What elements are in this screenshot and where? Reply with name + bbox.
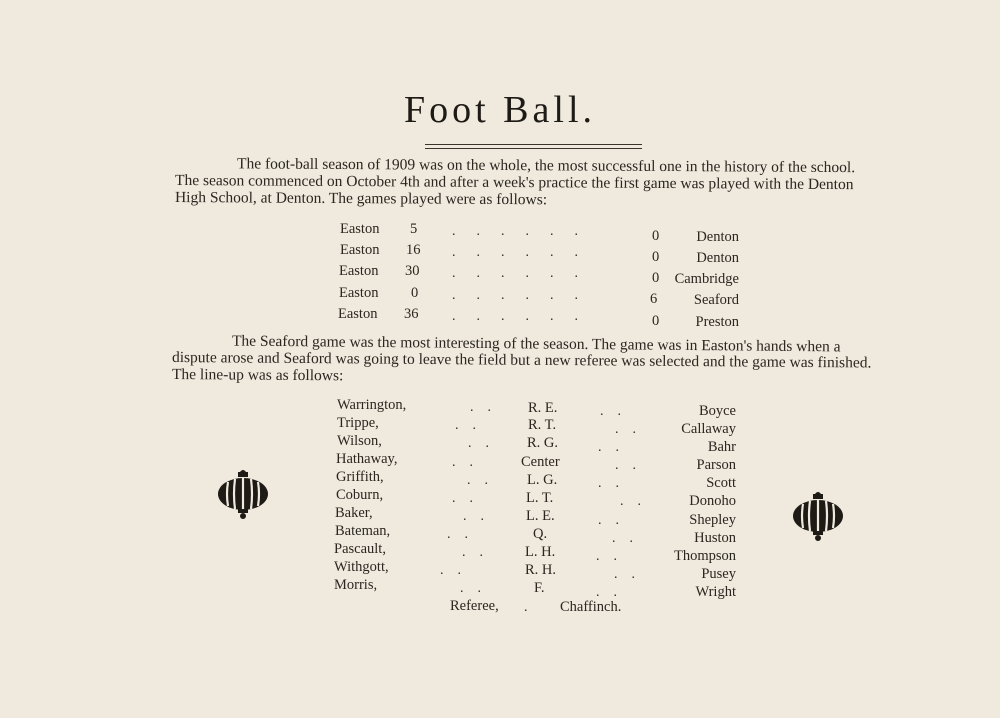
leader-dots: . . — [462, 545, 483, 560]
seaford-paragraph — [172, 332, 871, 383]
opponent-player: Bahr — [707, 439, 736, 455]
opponent-score: 0 — [652, 249, 660, 265]
player-name: Trippe, — [337, 415, 379, 431]
opponent-player: Parson — [696, 457, 736, 473]
opponent-name: Seaford — [693, 292, 739, 308]
player-name: Baker, — [335, 505, 373, 521]
opponent-player: Scott — [706, 475, 736, 491]
leader-dots: . . . . . . — [452, 224, 578, 239]
opponent-name: Cambridge — [674, 271, 739, 287]
player-name: Morris, — [334, 577, 378, 593]
team-name: Easton — [340, 242, 380, 258]
team-score: 16 — [406, 242, 421, 258]
leader-dots: . . — [467, 473, 488, 488]
position: R. G. — [527, 435, 559, 451]
opponent-player: Thompson — [673, 548, 736, 564]
position: R. H. — [525, 562, 557, 578]
leader-dots: . . — [447, 527, 468, 542]
team-name: Easton — [339, 285, 379, 301]
player-name: Bateman, — [335, 523, 391, 539]
player-name: Withgott, — [334, 559, 389, 575]
opponent-score: 0 — [652, 313, 660, 329]
position: Q. — [533, 526, 548, 542]
page-title: Foot Ball. — [403, 89, 597, 131]
leader-dots: . . — [452, 455, 473, 470]
team-name: Easton — [340, 221, 380, 237]
opponent-player: Pusey — [701, 566, 736, 582]
player-name: Warrington, — [337, 397, 407, 413]
opponent-score: 6 — [650, 291, 658, 307]
opponent-score: 0 — [652, 270, 660, 286]
team-name: Easton — [339, 263, 379, 279]
team-name: Easton — [338, 306, 378, 322]
title-rule-top — [425, 144, 642, 145]
leader-dots: . . — [596, 549, 617, 564]
position: L. G. — [527, 472, 558, 488]
opponent-name: Preston — [695, 314, 739, 330]
leader-dots: . . — [460, 581, 481, 596]
leader-dots: . . — [596, 585, 617, 600]
leader-dots: . . — [470, 400, 491, 415]
leader-dots: . . — [615, 458, 636, 473]
player-name: Griffith, — [336, 469, 384, 485]
leader-dots: . . — [452, 491, 473, 506]
opponent-score: 0 — [652, 228, 660, 244]
opponent-player: Wright — [695, 584, 736, 600]
leader-dots: . . — [455, 418, 476, 433]
lantern-ornament-left — [216, 468, 270, 520]
leader-dots: . — [524, 600, 528, 615]
leader-dots: . . — [440, 563, 461, 578]
position: R. T. — [528, 417, 557, 433]
lantern-ornament-right — [791, 490, 845, 542]
intro-line: The season commenced on October 4th and after a week's practice the first game was played with the Denton — [174, 172, 854, 194]
leader-dots: . . — [600, 404, 621, 419]
leader-dots: . . — [598, 513, 619, 528]
leader-dots: . . . . . . — [452, 266, 578, 281]
player-name: Wilson, — [337, 433, 382, 449]
opponent-player: Boyce — [698, 403, 736, 419]
title-rule-bottom — [425, 148, 642, 149]
leader-dots: . . — [468, 436, 489, 451]
leader-dots: . . . . . . — [452, 309, 578, 324]
team-score: 0 — [411, 285, 419, 301]
seaford-line: The line-up was as follows: — [171, 366, 344, 385]
leader-dots: . . — [615, 422, 636, 437]
leader-dots: . . — [612, 531, 633, 546]
team-score: 36 — [404, 306, 419, 322]
opponent-player: Callaway — [681, 421, 736, 437]
opponent-player: Huston — [694, 530, 736, 546]
player-name: Coburn, — [336, 487, 384, 503]
opponent-name: Denton — [696, 229, 739, 245]
position: R. E. — [528, 400, 558, 416]
player-name: Pascault, — [334, 541, 386, 557]
position: F. — [534, 580, 545, 596]
team-score: 30 — [405, 263, 420, 279]
position: L. H. — [525, 544, 556, 560]
position: L. T. — [526, 490, 554, 506]
intro-line: High School, at Denton. The games played were as follows: — [174, 189, 548, 209]
referee-name: Chaffinch. — [560, 599, 622, 615]
leader-dots: . . — [620, 494, 641, 509]
opponent-player: Donoho — [689, 493, 736, 509]
seaford-line: The Seaford game was the most interesting of the season. The game was in Easton's hands when a — [231, 332, 841, 356]
seaford-line: dispute arose and Seaford was going to leave the field but a new referee was selected and the game was finished. — [171, 349, 872, 372]
team-score: 5 — [410, 221, 418, 237]
leader-dots: . . — [598, 440, 619, 455]
leader-dots: . . . . . . — [452, 245, 578, 260]
leader-dots: . . — [614, 567, 635, 582]
opponent-name: Denton — [696, 250, 739, 266]
leader-dots: . . . . . . — [452, 288, 578, 303]
opponent-player: Shepley — [689, 512, 736, 528]
leader-dots: . . — [598, 476, 619, 491]
position: Center — [521, 454, 560, 470]
intro-line: The foot-ball season of 1909 was on the whole, the most successful one in the history of the school. — [236, 155, 856, 177]
referee-label: Referee, — [450, 598, 499, 614]
position: L. E. — [526, 508, 555, 524]
player-name: Hathaway, — [336, 451, 398, 467]
leader-dots: . . — [463, 509, 484, 524]
intro-paragraph — [174, 155, 856, 209]
